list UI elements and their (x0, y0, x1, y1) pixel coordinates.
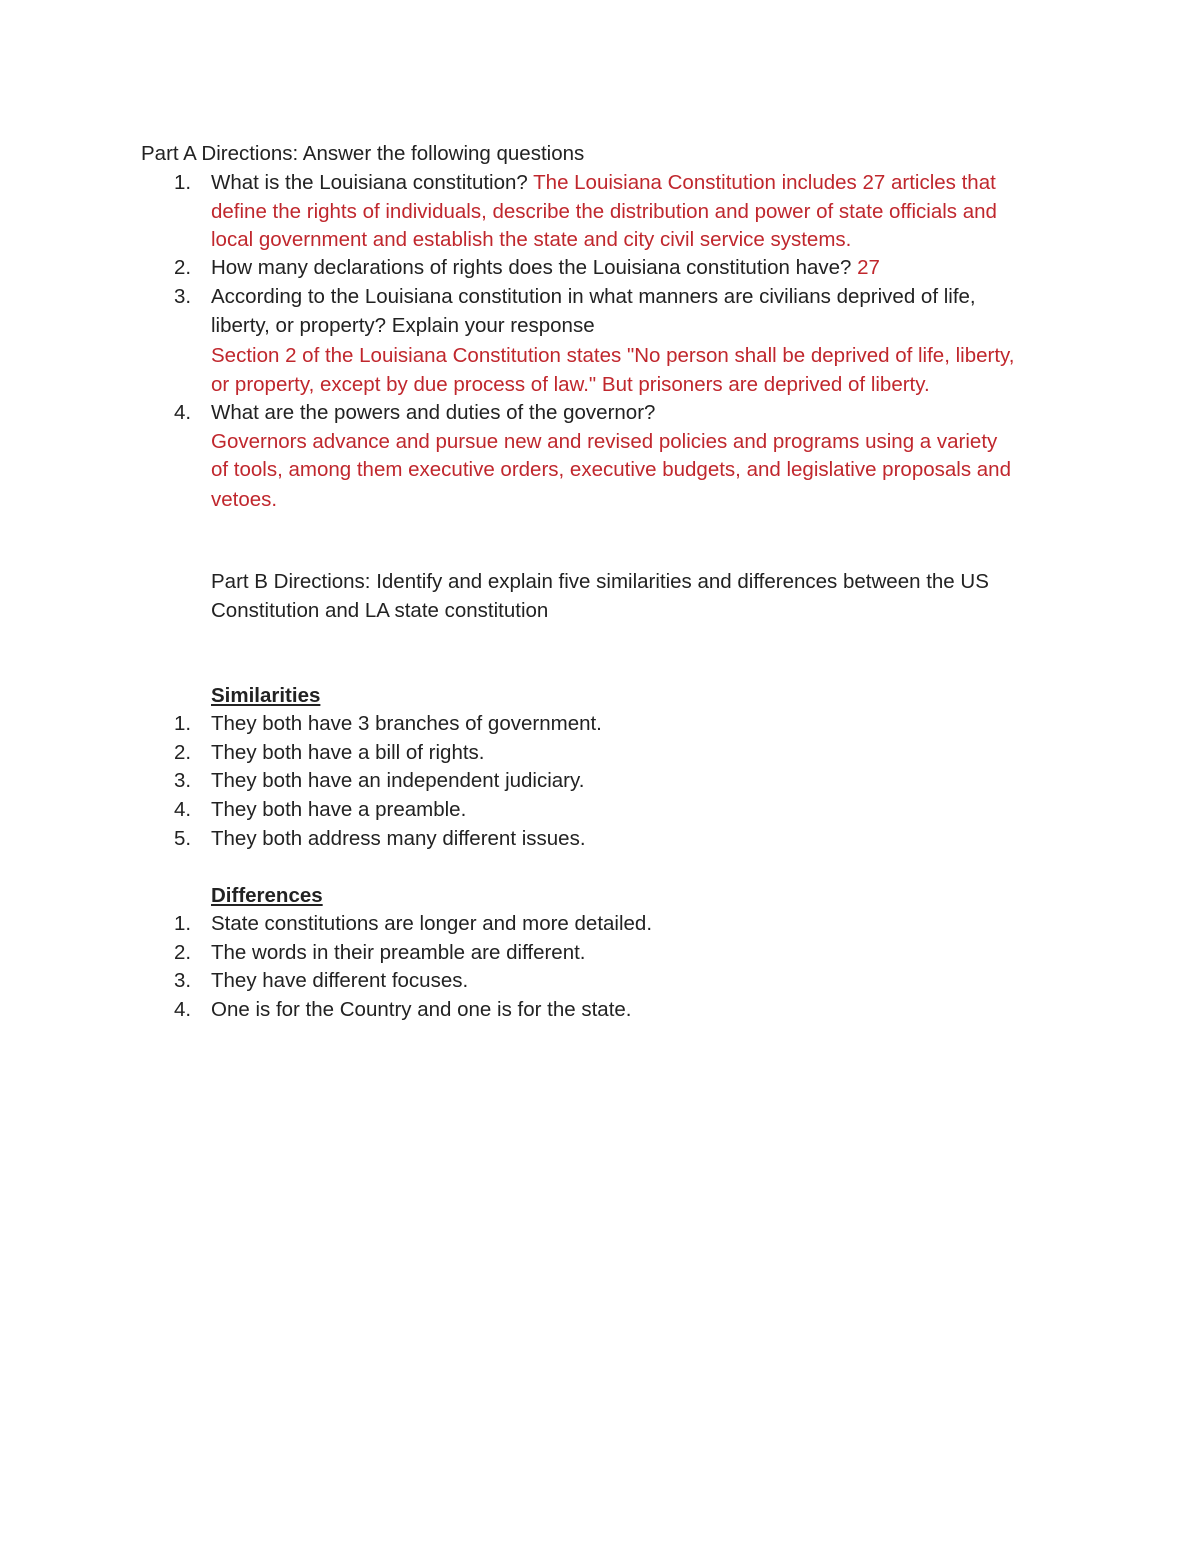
similarity-item: They both have a bill of rights. (211, 741, 485, 764)
answer-3-line-1: Section 2 of the Louisiana Constitution states "No person shall be deprived of life, liberty, (211, 344, 1015, 367)
answer-3-line-2: or property, except by due process of law." But prisoners are deprived of liberty. (211, 373, 930, 396)
answer-4-line-1: Governors advance and pursue new and revised policies and programs using a variety (211, 430, 998, 453)
difference-item: One is for the Country and one is for the state. (211, 998, 632, 1021)
similarity-item: They both address many different issues. (211, 827, 586, 850)
difference-number: 1. (174, 912, 192, 935)
differences-heading: Differences (211, 884, 323, 907)
similarity-item: They both have an independent judiciary. (211, 769, 585, 792)
question-2-text: How many declarations of rights does the Louisiana constitution have? (211, 256, 852, 279)
question-2 (211, 256, 880, 280)
part-b-directions-line-1: Part B Directions: Identify and explain five similarities and differences between the US (211, 570, 989, 593)
question-4: What are the powers and duties of the governor? (211, 401, 656, 424)
similarity-item: They both have 3 branches of government. (211, 712, 602, 735)
similarity-number: 1. (174, 712, 192, 735)
difference-number: 3. (174, 969, 192, 992)
question-2-number: 2. (174, 256, 192, 279)
question-3-line-1: According to the Louisiana constitution in what manners are civilians deprived of life, (211, 285, 976, 308)
similarities-heading: Similarities (211, 684, 321, 707)
question-1 (211, 171, 996, 195)
similarity-item: They both have a preamble. (211, 798, 467, 821)
similarity-number: 2. (174, 741, 192, 764)
similarity-number: 5. (174, 827, 192, 850)
answer-2: 27 (857, 256, 880, 279)
answer-1-line-3: local government and establish the state and city civil service systems. (211, 228, 852, 251)
question-1-text: What is the Louisiana constitution? (211, 171, 528, 194)
question-3-number: 3. (174, 285, 192, 308)
part-a-directions: Part A Directions: Answer the following questions (141, 142, 585, 165)
part-b-directions-line-2: Constitution and LA state constitution (211, 599, 549, 622)
difference-item: They have different focuses. (211, 969, 469, 992)
answer-4-line-2: of tools, among them executive orders, executive budgets, and legislative proposals and (211, 458, 1011, 481)
answer-1-line-1: The Louisiana Constitution includes 27 articles that (533, 171, 996, 194)
difference-number: 2. (174, 941, 192, 964)
difference-number: 4. (174, 998, 192, 1021)
answer-1-line-2: define the rights of individuals, describe the distribution and power of state officials and (211, 200, 997, 223)
similarity-number: 3. (174, 769, 192, 792)
question-1-number: 1. (174, 171, 192, 194)
similarity-number: 4. (174, 798, 192, 821)
answer-4-line-3: vetoes. (211, 488, 278, 511)
question-3-line-2: liberty, or property? Explain your response (211, 314, 595, 337)
difference-item: The words in their preamble are different. (211, 941, 586, 964)
question-4-number: 4. (174, 401, 192, 424)
difference-item: State constitutions are longer and more detailed. (211, 912, 653, 935)
